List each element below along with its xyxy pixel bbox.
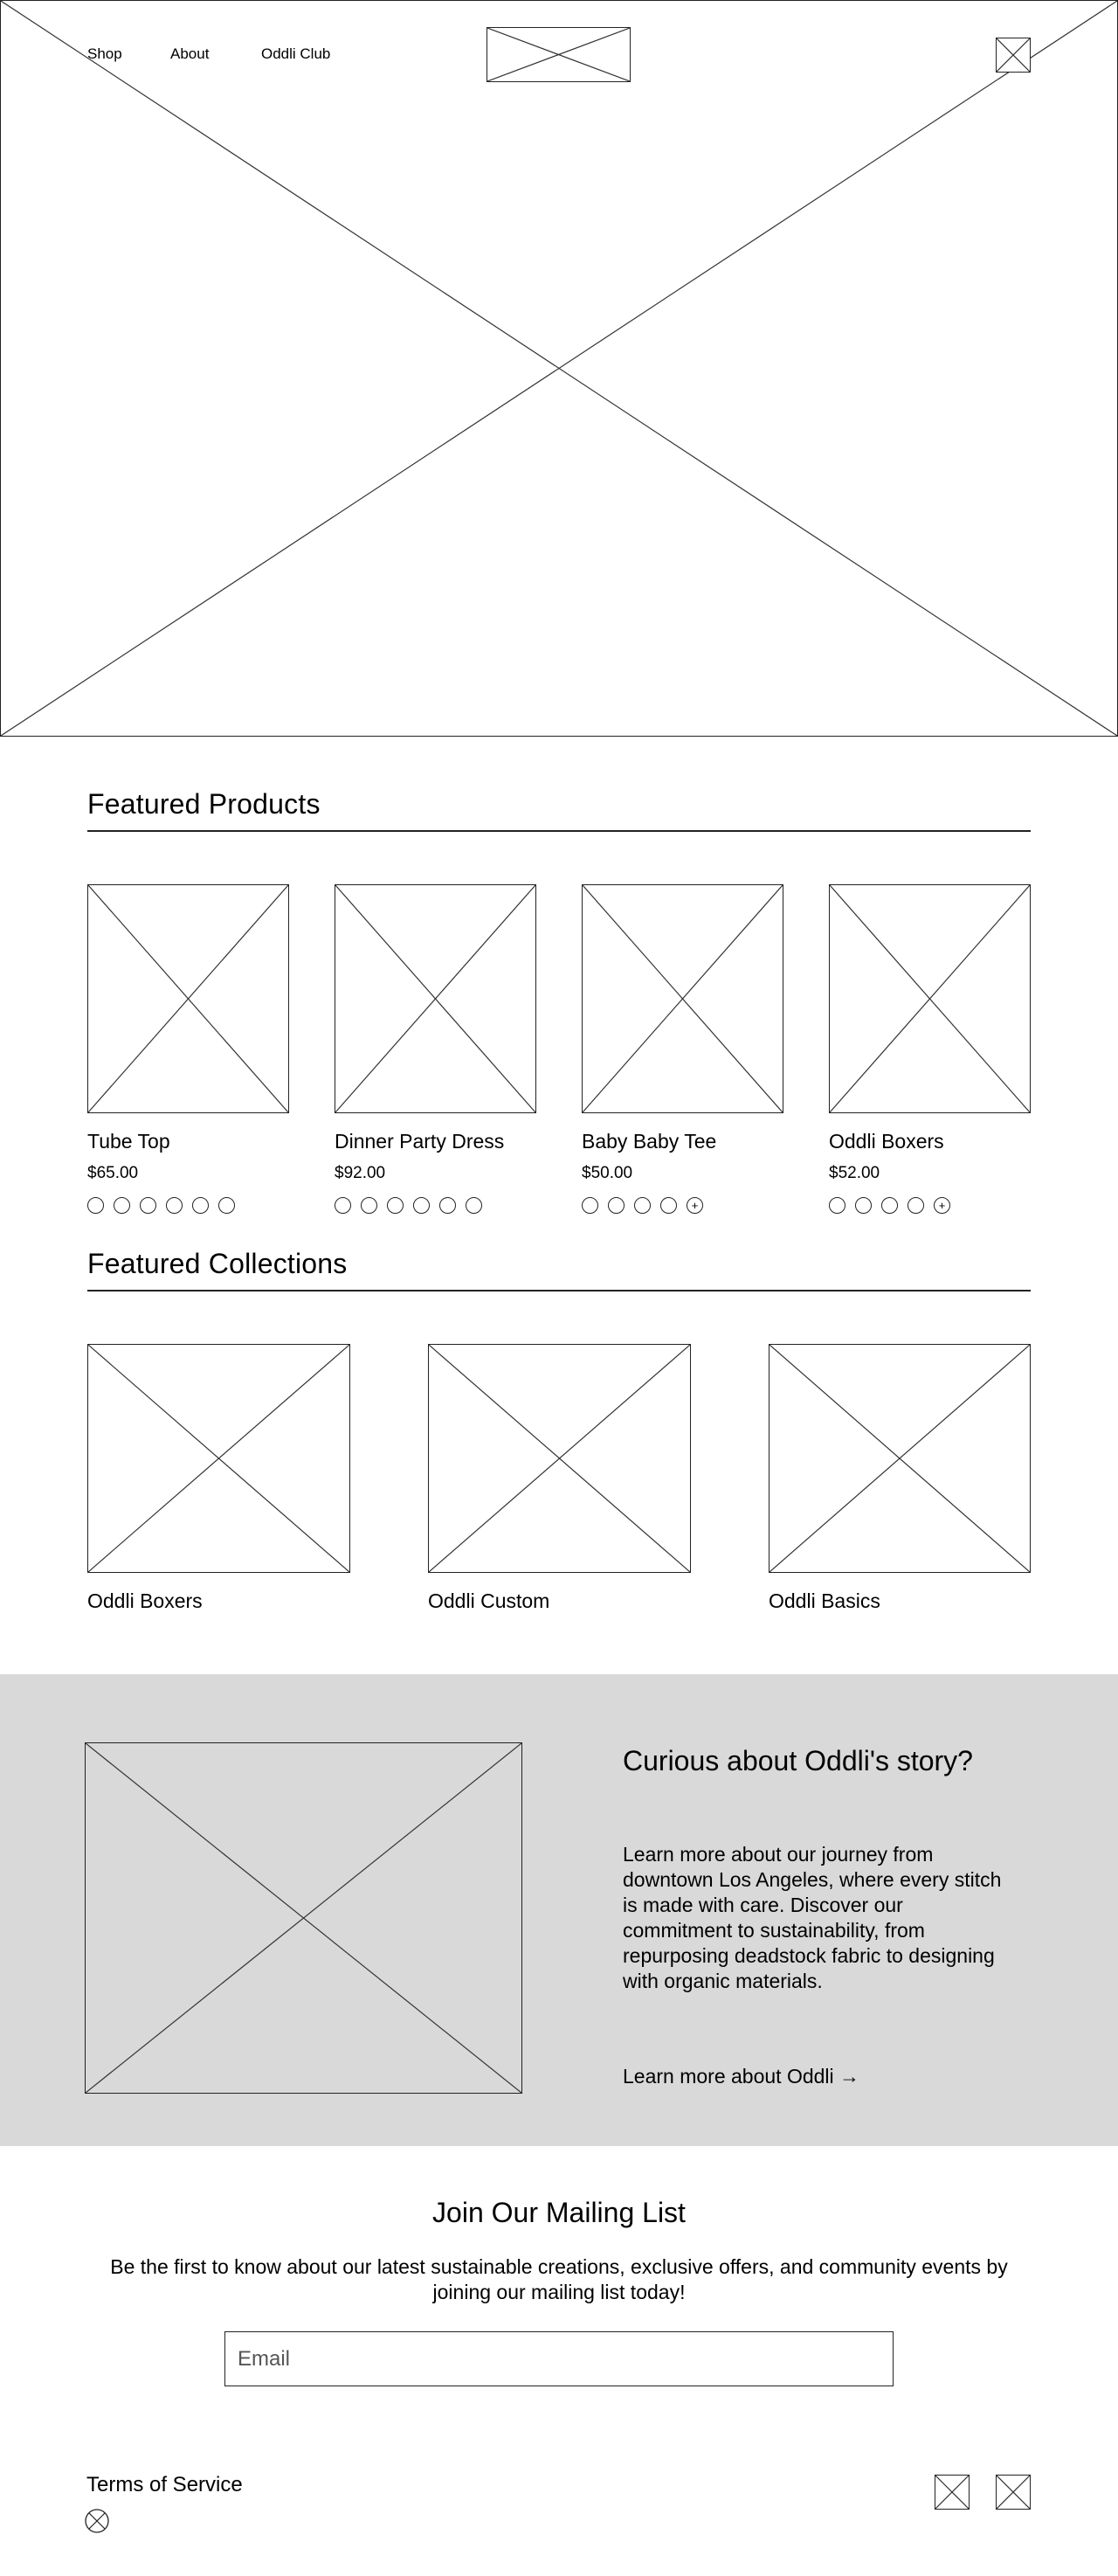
featured-collections-divider [87,1290,1031,1291]
cart-placeholder-icon[interactable] [996,38,1031,73]
product-name[interactable]: Baby Baby Tee [582,1130,717,1153]
nav-oddli-club[interactable]: Oddli Club [261,45,331,62]
product-price: $65.00 [87,1164,139,1182]
collection-image[interactable] [769,1344,1031,1573]
color-swatches [335,1197,482,1214]
color-swatch[interactable] [413,1197,430,1214]
color-swatch[interactable] [466,1197,482,1214]
color-swatch[interactable] [87,1197,104,1214]
color-swatches [829,1197,950,1214]
color-swatches [87,1197,235,1214]
featured-products-title: Featured Products [87,788,321,820]
more-colors-plus-icon[interactable]: + [687,1197,703,1214]
color-swatches [582,1197,703,1214]
collection-image[interactable] [87,1344,350,1573]
color-swatch[interactable] [582,1197,598,1214]
nav-shop[interactable]: Shop [87,45,122,62]
color-swatch[interactable] [335,1197,351,1214]
product-image[interactable] [582,884,783,1113]
featured-collections-title: Featured Collections [87,1248,348,1279]
product-price: $50.00 [582,1164,633,1182]
social-placeholder-icon[interactable] [996,2475,1031,2510]
color-swatch[interactable] [387,1197,404,1214]
color-swatch[interactable] [218,1197,235,1214]
product-image[interactable] [829,884,1031,1113]
product-name[interactable]: Dinner Party Dress [335,1130,505,1153]
color-swatch[interactable] [608,1197,625,1214]
email-input[interactable] [224,2331,894,2386]
color-swatch[interactable] [114,1197,130,1214]
story-title: Curious about Oddli's story? [623,1745,973,1776]
collection-image[interactable] [428,1344,691,1573]
color-swatch[interactable] [829,1197,845,1214]
product-name[interactable]: Oddli Boxers [829,1130,944,1153]
product-name[interactable]: Tube Top [87,1130,170,1153]
color-swatch[interactable] [634,1197,651,1214]
hero-image [0,0,1118,737]
collection-name[interactable]: Oddli Custom [428,1589,550,1612]
collection-name[interactable]: Oddli Boxers [87,1589,203,1612]
logo-placeholder-icon[interactable] [487,27,631,82]
more-colors-plus-icon[interactable]: + [934,1197,950,1214]
mailing-list-title: Join Our Mailing List [432,2197,686,2228]
color-swatch[interactable] [439,1197,456,1214]
circle-x-icon[interactable] [85,2509,109,2533]
terms-of-service-link[interactable]: Terms of Service [86,2473,243,2496]
color-swatch[interactable] [855,1197,872,1214]
story-body: Learn more about our journey from downtown Los Angeles, where every stitch is made with care. Discover our commitment to sustainability, from repurposing deadstock fabric to designing with organic materials. [623,1843,1002,1992]
collection-name[interactable]: Oddli Basics [769,1589,880,1612]
product-price: $52.00 [829,1164,880,1182]
product-price: $92.00 [335,1164,386,1182]
product-image[interactable] [87,884,289,1113]
nav-about[interactable]: About [170,45,210,62]
featured-products-divider [87,830,1031,832]
color-swatch[interactable] [881,1197,898,1214]
mailing-list-description: Be the first to know about our latest sustainable creations, exclusive offers, and community events by joining our mailing list today! [110,2255,1008,2303]
color-swatch[interactable] [908,1197,924,1214]
color-swatch[interactable] [166,1197,183,1214]
color-swatch[interactable] [660,1197,677,1214]
color-swatch[interactable] [192,1197,209,1214]
color-swatch[interactable] [361,1197,377,1214]
learn-more-link[interactable]: Learn more about Oddli → [623,2065,860,2088]
color-swatch[interactable] [140,1197,156,1214]
social-placeholder-icon[interactable] [935,2475,970,2510]
story-image [85,1742,522,2094]
product-image[interactable] [335,884,536,1113]
